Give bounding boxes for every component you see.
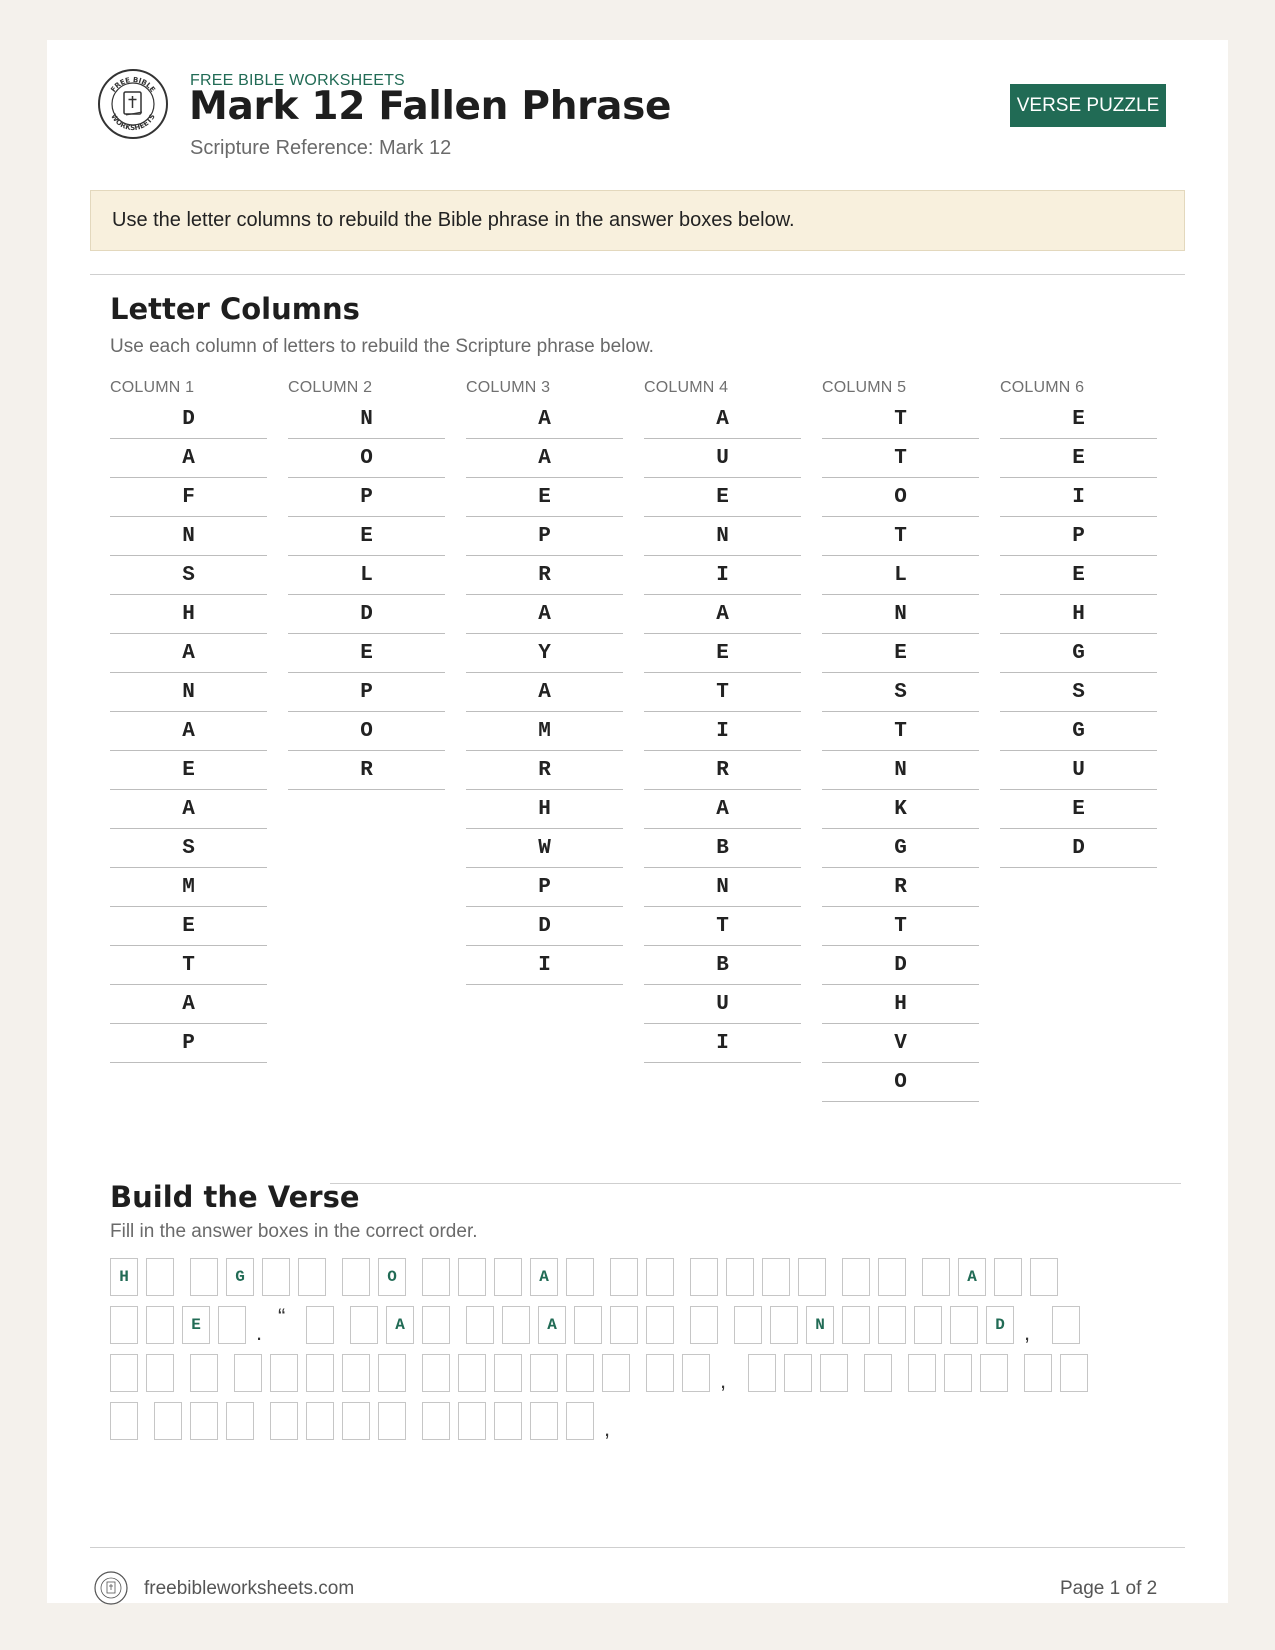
build-verse-heading: Build the Verse: [110, 1180, 360, 1214]
instructions-banner: [90, 190, 1185, 251]
column-letter: A: [466, 400, 623, 439]
column-letter: R: [644, 751, 801, 790]
answer-box[interactable]: [378, 1354, 406, 1392]
answer-box-hint[interactable]: A: [386, 1306, 414, 1344]
answer-box[interactable]: [646, 1258, 674, 1296]
answer-box-hint[interactable]: D: [986, 1306, 1014, 1344]
column-letter: A: [466, 439, 623, 478]
answer-box[interactable]: [306, 1402, 334, 1440]
column-letter: M: [110, 868, 267, 907]
answer-box[interactable]: [306, 1354, 334, 1392]
column-letter: U: [644, 439, 801, 478]
column-letter: P: [466, 517, 623, 556]
answer-box[interactable]: [494, 1258, 522, 1296]
answer-box[interactable]: [458, 1402, 486, 1440]
column-letter: D: [110, 400, 267, 439]
column-letter: K: [822, 790, 979, 829]
column-letter: A: [110, 790, 267, 829]
divider: [90, 1547, 1185, 1548]
letter-columns-heading: Letter Columns: [110, 292, 360, 326]
punctuation-mark: .: [256, 1320, 263, 1345]
column-label: COLUMN 6: [1000, 379, 1085, 396]
answer-box[interactable]: [306, 1306, 334, 1344]
answer-box-hint[interactable]: H: [110, 1258, 138, 1296]
answer-box[interactable]: [494, 1354, 522, 1392]
column-letter: N: [822, 751, 979, 790]
svg-text:WORKSHEETS: WORKSHEETS: [109, 112, 157, 133]
column-letter: T: [110, 946, 267, 985]
column-letter: O: [822, 478, 979, 517]
answer-box[interactable]: [342, 1258, 370, 1296]
answer-box-hint[interactable]: G: [226, 1258, 254, 1296]
footer-logo-icon: [94, 1571, 128, 1605]
punctuation-mark: ,: [604, 1416, 611, 1441]
column-letter: N: [110, 517, 267, 556]
column-letter: D: [1000, 829, 1157, 868]
answer-box[interactable]: [770, 1306, 798, 1344]
answer-box[interactable]: [1024, 1354, 1052, 1392]
column-letter: L: [822, 556, 979, 595]
answer-box[interactable]: [574, 1306, 602, 1344]
column-letter: S: [822, 673, 979, 712]
column-letter: P: [288, 673, 445, 712]
answer-box[interactable]: [422, 1402, 450, 1440]
column-letter: A: [644, 790, 801, 829]
page-number: Page 1 of 2: [1060, 1578, 1158, 1599]
answer-box[interactable]: [350, 1306, 378, 1344]
answer-box[interactable]: [342, 1402, 370, 1440]
column-letter: T: [822, 517, 979, 556]
column-letter: U: [644, 985, 801, 1024]
answer-box[interactable]: [270, 1402, 298, 1440]
letter-column-6: [1000, 376, 1157, 868]
answer-box[interactable]: [146, 1306, 174, 1344]
answer-box-hint[interactable]: A: [538, 1306, 566, 1344]
answer-box[interactable]: [994, 1258, 1022, 1296]
column-letter: P: [1000, 517, 1157, 556]
column-letter: E: [644, 634, 801, 673]
answer-box[interactable]: [234, 1354, 262, 1392]
column-letter: G: [822, 829, 979, 868]
column-letter: O: [288, 712, 445, 751]
answer-box[interactable]: [734, 1306, 762, 1344]
answer-box[interactable]: [298, 1258, 326, 1296]
column-letter: A: [644, 595, 801, 634]
letter-column-5: [822, 376, 979, 1102]
letter-column-3: [466, 376, 623, 985]
answer-box[interactable]: [422, 1354, 450, 1392]
letter-columns-description: Use each column of letters to rebuild the Scripture phrase below.: [110, 336, 654, 357]
column-letter: H: [822, 985, 979, 1024]
punctuation-mark: ,: [720, 1368, 727, 1393]
answer-box[interactable]: [422, 1306, 450, 1344]
column-letter: T: [822, 400, 979, 439]
column-letter: H: [110, 595, 267, 634]
column-letter: R: [288, 751, 445, 790]
page-title: Mark 12 Fallen Phrase: [189, 84, 672, 129]
answer-box[interactable]: [110, 1306, 138, 1344]
divider: [330, 1183, 1181, 1184]
column-letter: A: [110, 712, 267, 751]
column-letter: B: [644, 946, 801, 985]
answer-box[interactable]: [218, 1306, 246, 1344]
answer-box[interactable]: [820, 1354, 848, 1392]
column-letter: I: [1000, 478, 1157, 517]
answer-box[interactable]: [110, 1354, 138, 1392]
column-letter: D: [288, 595, 445, 634]
answer-box[interactable]: [270, 1354, 298, 1392]
answer-box[interactable]: [378, 1402, 406, 1440]
column-letter: O: [822, 1063, 979, 1102]
answer-box[interactable]: [748, 1354, 776, 1392]
column-letter: T: [822, 439, 979, 478]
answer-box[interactable]: [566, 1402, 594, 1440]
column-letter: I: [644, 712, 801, 751]
column-letter: D: [822, 946, 979, 985]
column-letter: N: [288, 400, 445, 439]
answer-box[interactable]: [146, 1354, 174, 1392]
answer-box[interactable]: [154, 1402, 182, 1440]
column-letter: E: [1000, 790, 1157, 829]
column-letter: E: [110, 907, 267, 946]
column-letter: A: [466, 673, 623, 712]
answer-box[interactable]: [226, 1402, 254, 1440]
answer-box[interactable]: [494, 1402, 522, 1440]
column-letter: E: [1000, 400, 1157, 439]
verse-puzzle-badge: VERSE PUZZLE: [1010, 84, 1166, 127]
answer-box[interactable]: [784, 1354, 812, 1392]
answer-box[interactable]: [726, 1258, 754, 1296]
column-letter: A: [110, 985, 267, 1024]
answer-box[interactable]: [422, 1258, 450, 1296]
answer-box[interactable]: [762, 1258, 790, 1296]
site-brand: FREE BIBLE WORKSHEETS: [190, 72, 405, 89]
column-letter: E: [288, 634, 445, 673]
answer-box[interactable]: [566, 1258, 594, 1296]
column-letter: L: [288, 556, 445, 595]
column-letter: U: [1000, 751, 1157, 790]
column-letter: P: [110, 1024, 267, 1063]
answer-box[interactable]: [980, 1354, 1008, 1392]
column-letter: P: [288, 478, 445, 517]
column-letter: S: [110, 829, 267, 868]
column-letter: S: [110, 556, 267, 595]
column-letter: E: [644, 478, 801, 517]
letter-column-4: [644, 376, 801, 1063]
answer-box[interactable]: [530, 1402, 558, 1440]
column-label: COLUMN 1: [110, 379, 195, 396]
answer-box-hint[interactable]: A: [530, 1258, 558, 1296]
column-letter: F: [110, 478, 267, 517]
column-letter: T: [644, 907, 801, 946]
answer-box[interactable]: [646, 1354, 674, 1392]
answer-box-hint[interactable]: E: [182, 1306, 210, 1344]
column-letter: I: [644, 1024, 801, 1063]
answer-box[interactable]: [914, 1306, 942, 1344]
column-letter: H: [466, 790, 623, 829]
column-letter: H: [1000, 595, 1157, 634]
column-letter: E: [288, 517, 445, 556]
answer-box[interactable]: [466, 1306, 494, 1344]
column-letter: N: [644, 868, 801, 907]
column-letter: I: [644, 556, 801, 595]
answer-box[interactable]: [908, 1354, 936, 1392]
column-letter: E: [1000, 556, 1157, 595]
answer-box[interactable]: [944, 1354, 972, 1392]
column-letter: I: [466, 946, 623, 985]
scripture-reference: Scripture Reference: Mark 12: [190, 137, 452, 159]
answer-box[interactable]: [610, 1306, 638, 1344]
answer-box[interactable]: [530, 1354, 558, 1392]
column-letter: E: [466, 478, 623, 517]
answer-box[interactable]: [842, 1306, 870, 1344]
column-letter: R: [466, 751, 623, 790]
answer-box[interactable]: [458, 1258, 486, 1296]
answer-box[interactable]: [878, 1258, 906, 1296]
answer-box[interactable]: [842, 1258, 870, 1296]
answer-box[interactable]: [190, 1354, 218, 1392]
answer-box[interactable]: [646, 1306, 674, 1344]
letter-column-2: [288, 376, 445, 790]
answer-box[interactable]: [864, 1354, 892, 1392]
column-label: COLUMN 5: [822, 379, 907, 396]
answer-box[interactable]: [1060, 1354, 1088, 1392]
answer-box[interactable]: [798, 1258, 826, 1296]
answer-box[interactable]: [1052, 1306, 1080, 1344]
answer-box[interactable]: [342, 1354, 370, 1392]
column-letter: T: [822, 712, 979, 751]
column-letter: V: [822, 1024, 979, 1063]
column-letter: N: [644, 517, 801, 556]
column-label: COLUMN 3: [466, 379, 551, 396]
answer-box[interactable]: [690, 1258, 718, 1296]
column-label: COLUMN 2: [288, 379, 373, 396]
column-letter: Y: [466, 634, 623, 673]
answer-box[interactable]: [690, 1306, 718, 1344]
answer-box[interactable]: [146, 1258, 174, 1296]
column-letter: E: [822, 634, 979, 673]
answer-box[interactable]: [1030, 1258, 1058, 1296]
punctuation-mark: “: [278, 1304, 286, 1329]
column-letter: D: [466, 907, 623, 946]
answer-box-hint[interactable]: O: [378, 1258, 406, 1296]
column-letter: N: [110, 673, 267, 712]
answer-box[interactable]: [190, 1258, 218, 1296]
answer-box-hint[interactable]: N: [806, 1306, 834, 1344]
column-letter: M: [466, 712, 623, 751]
bible-logo-icon: [97, 68, 169, 140]
column-letter: B: [644, 829, 801, 868]
answer-box[interactable]: [682, 1354, 710, 1392]
punctuation-mark: ,: [1024, 1320, 1031, 1345]
column-letter: A: [110, 634, 267, 673]
column-letter: E: [1000, 439, 1157, 478]
column-letter: O: [288, 439, 445, 478]
column-letter: R: [466, 556, 623, 595]
divider: [90, 274, 1185, 275]
answer-box[interactable]: [922, 1258, 950, 1296]
letter-column-1: [110, 376, 267, 1063]
answer-box[interactable]: [602, 1354, 630, 1392]
answer-box[interactable]: [190, 1402, 218, 1440]
column-letter: G: [1000, 712, 1157, 751]
answer-box-hint[interactable]: A: [958, 1258, 986, 1296]
answer-box[interactable]: [566, 1354, 594, 1392]
instructions-text: Use the letter columns to rebuild the Bible phrase in the answer boxes below.: [112, 209, 795, 231]
column-letter: P: [466, 868, 623, 907]
column-label: COLUMN 4: [644, 379, 729, 396]
footer-url: freebibleworksheets.com: [144, 1578, 355, 1599]
build-verse-description: Fill in the answer boxes in the correct order.: [110, 1221, 478, 1242]
column-letter: E: [110, 751, 267, 790]
column-letter: A: [110, 439, 267, 478]
column-letter: A: [644, 400, 801, 439]
column-letter: T: [822, 907, 979, 946]
column-letter: N: [822, 595, 979, 634]
answer-box[interactable]: [262, 1258, 290, 1296]
column-letter: T: [644, 673, 801, 712]
column-letter: W: [466, 829, 623, 868]
column-letter: G: [1000, 634, 1157, 673]
answer-box[interactable]: [878, 1306, 906, 1344]
answer-box[interactable]: [458, 1354, 486, 1392]
answer-box[interactable]: [610, 1258, 638, 1296]
column-letter: A: [466, 595, 623, 634]
column-letter: S: [1000, 673, 1157, 712]
column-letter: R: [822, 868, 979, 907]
answer-box[interactable]: [950, 1306, 978, 1344]
svg-text:FREE BIBLE: FREE BIBLE: [109, 75, 157, 94]
answer-box[interactable]: [502, 1306, 530, 1344]
answer-box[interactable]: [110, 1402, 138, 1440]
